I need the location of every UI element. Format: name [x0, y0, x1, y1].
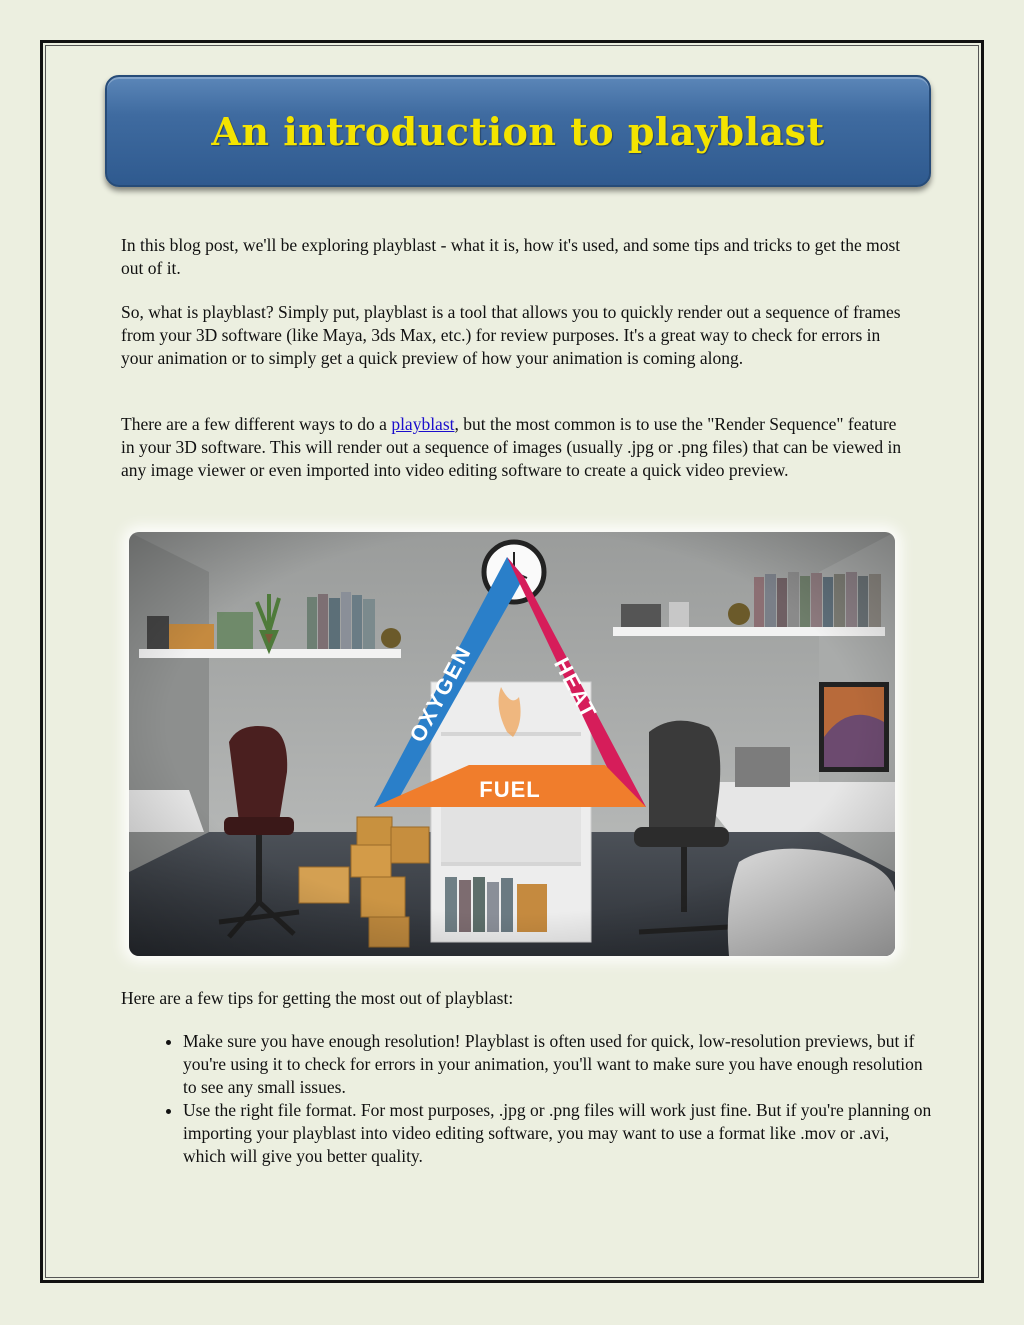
- tips-intro: Here are a few tips for getting the most out of playblast:: [121, 988, 514, 1008]
- ways-text-after-link: , but the most common is to use the "Render Sequence" feature in your 3D software. This will render out a sequence of images (usually .jpg or .png files) that can be viewed in any image viewer or even imported into video editing software to create a quick video preview.: [121, 414, 902, 480]
- illustration-svg: [129, 532, 895, 956]
- tips-list: [161, 1030, 933, 1168]
- intro-paragraph: In this blog post, we'll be exploring playblast - what it is, how it's used, and some tips and tricks to get the most out of it.: [121, 235, 901, 278]
- ways-text-before-link: There are a few different ways to do a: [121, 414, 392, 434]
- list-item: • Use the right file format. For most purposes, .jpg or .png files will work just fine. But if you're planning on importing your playblast into video editing software, you may want to use a format like .mov or .avi, which will give you better quality.: [183, 1099, 933, 1168]
- title-banner: [105, 75, 931, 187]
- playblast-link[interactable]: playblast: [391, 414, 455, 434]
- definition-paragraph: So, what is playblast? Simply put, playblast is a tool that allows you to quickly render out a sequence of frames from your 3D software (like Maya, 3ds Max, etc.) for review purposes. It's a great way to check for errors in your animation or to simply get a quick preview of how your animation is coming along.: [121, 302, 901, 368]
- page-title: An introduction to playblast: [211, 108, 825, 154]
- list-item: • Make sure you have enough resolution! Playblast is often used for quick, low-resolution previews, but if you're using it to check for errors in your animation, you'll want to make sure you have enough resolution to see any small issues.: [183, 1030, 933, 1099]
- ways-paragraph: [121, 413, 911, 482]
- page-frame: [40, 40, 984, 1283]
- fire-triangle-office-illustration: [129, 532, 895, 956]
